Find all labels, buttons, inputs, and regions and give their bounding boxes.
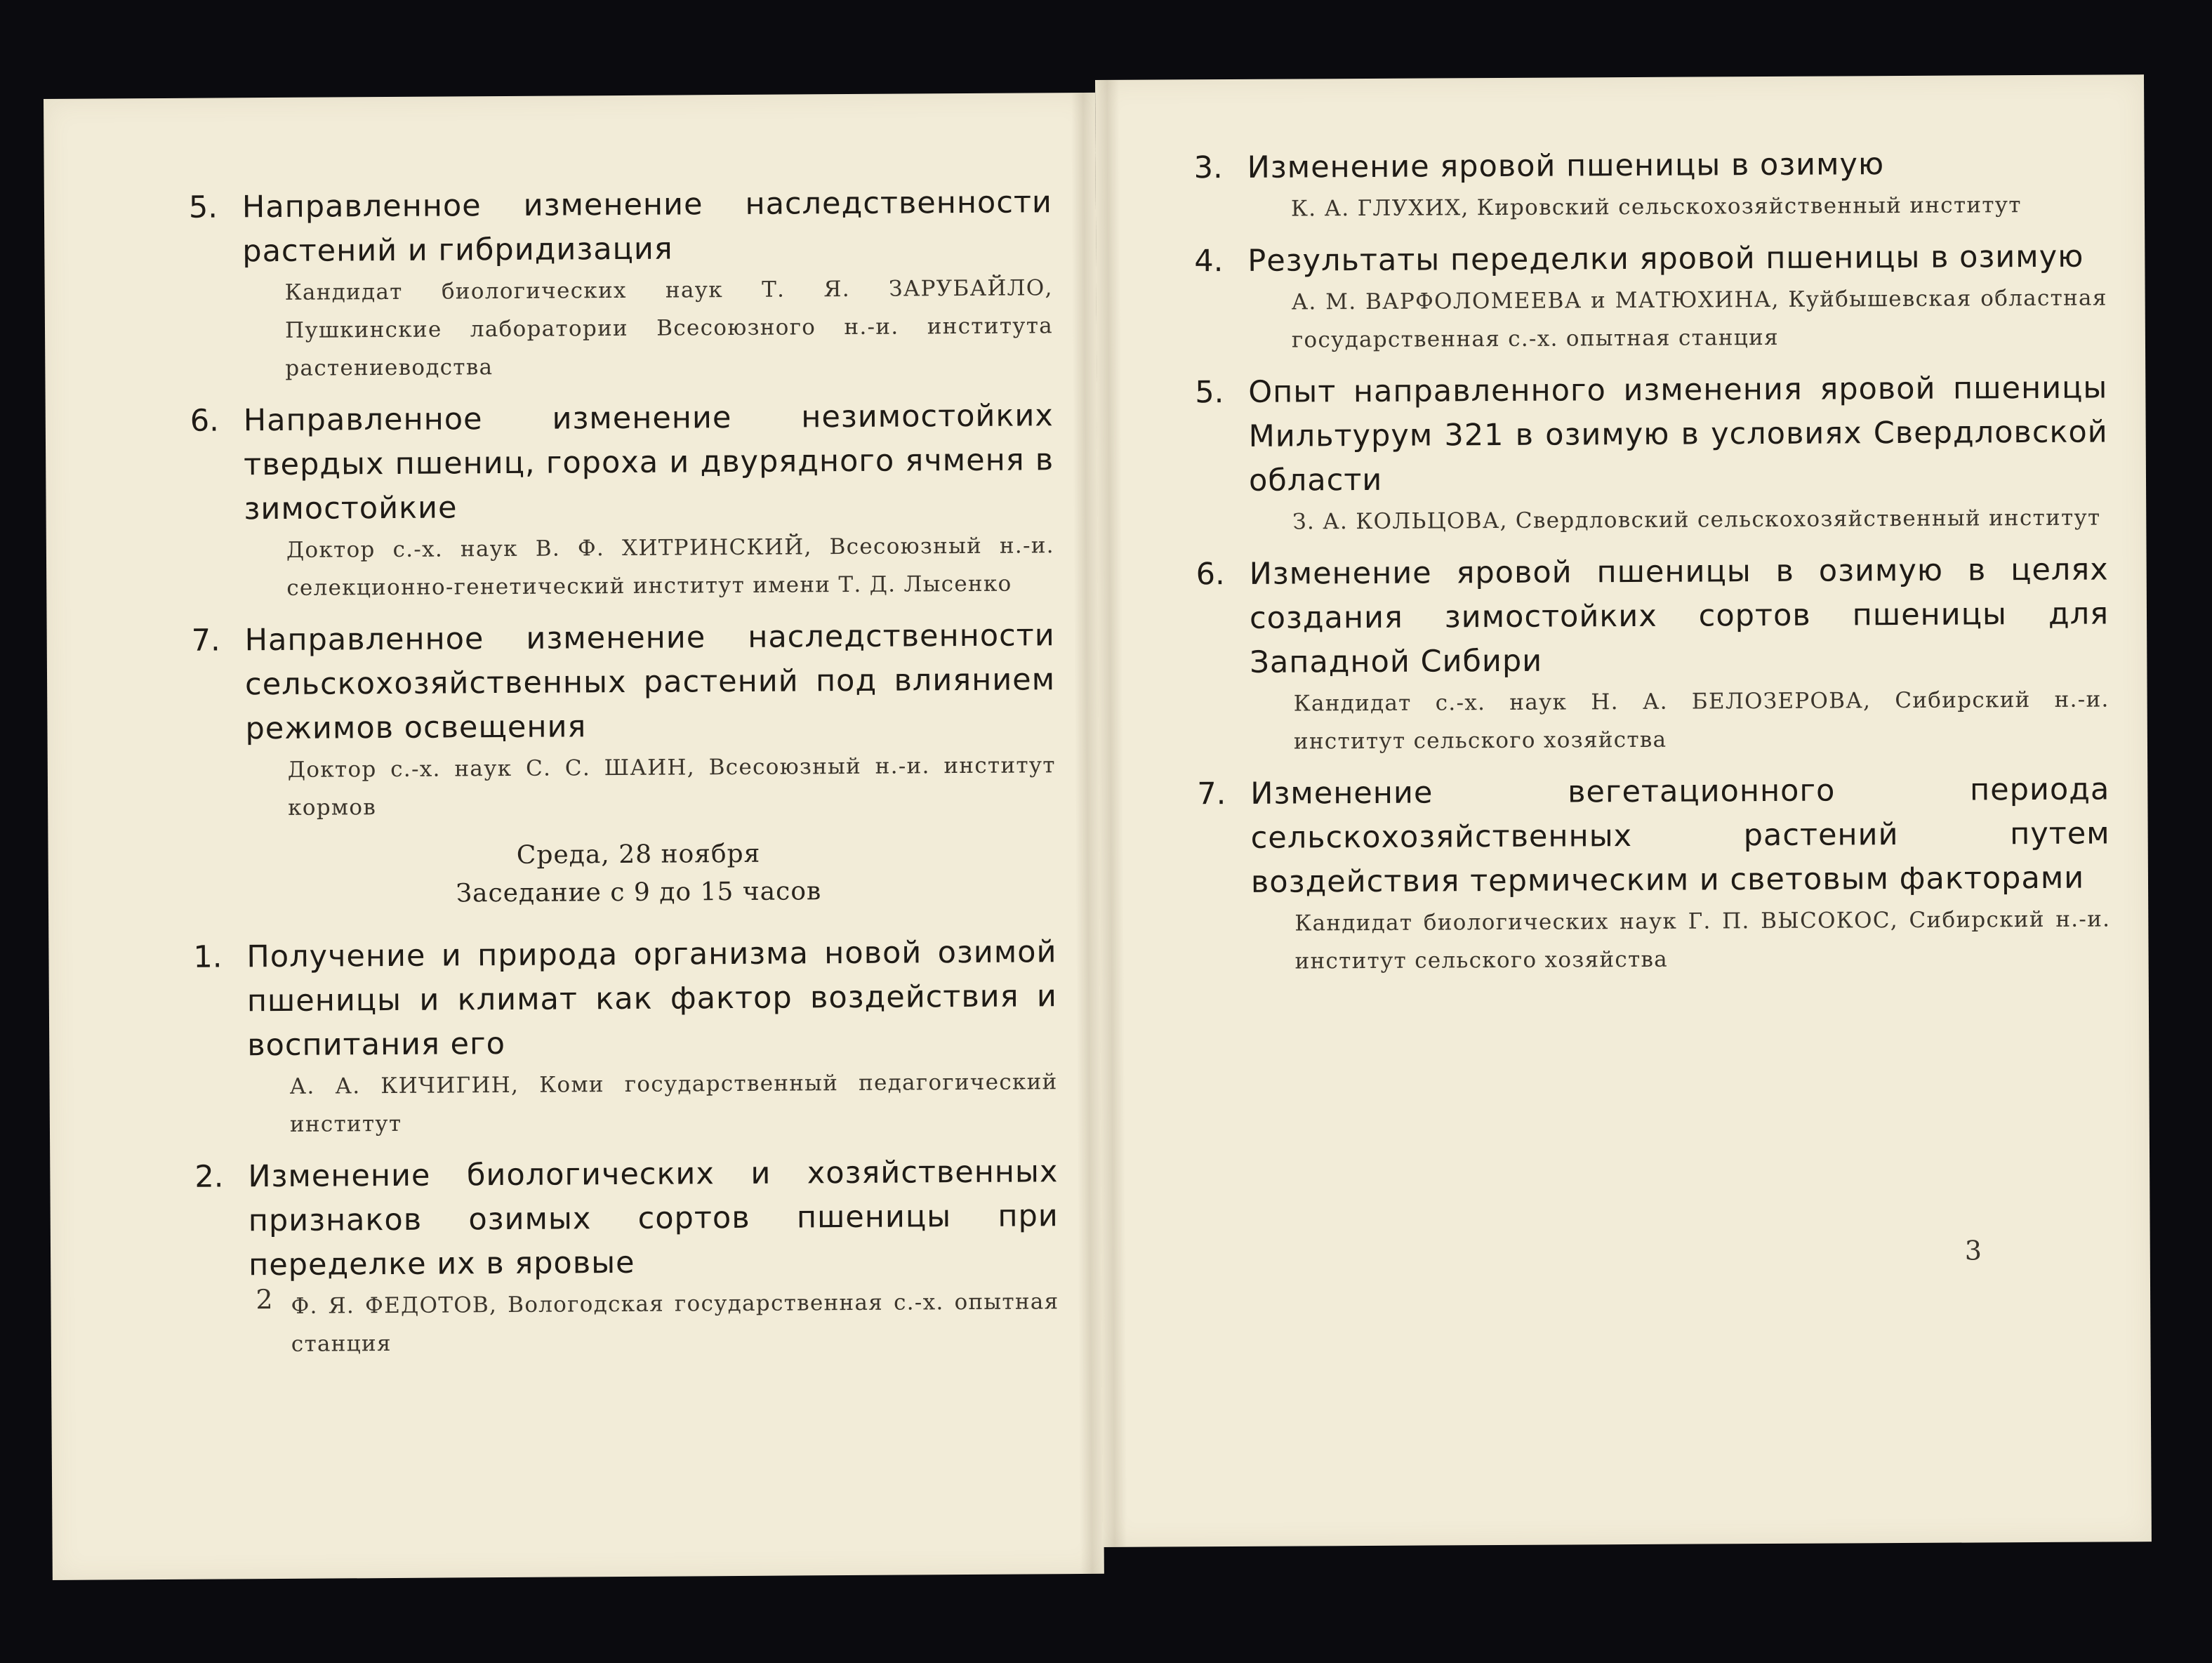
item-number: 3.: [1193, 150, 1223, 186]
item-number: 5.: [1195, 375, 1224, 411]
item-author: А. А. КИЧИГИН, Коми государственный педагогический институт: [289, 1069, 1058, 1137]
item-title: Изменение яровой пшеницы в озимую: [1247, 147, 1885, 185]
item-title: Направленное изменение наследственности растений и гибридизация: [241, 185, 1053, 270]
item-number: 7.: [1197, 776, 1226, 812]
session-date: Среда, 28 ноября: [516, 839, 761, 870]
program-item: [1195, 366, 2108, 541]
item-number: 4.: [1194, 244, 1224, 279]
item-title: Направленное изменение наследственности сельскохозяйственных растений под влиянием режимов освещения: [244, 618, 1056, 747]
program-item: [190, 394, 1055, 608]
item-number: 5.: [188, 190, 218, 225]
item-author: К. А. ГЛУХИХ, Кировский сельскохозяйственный институт: [1290, 192, 2022, 222]
item-number: 6.: [190, 403, 219, 439]
item-number: 2.: [194, 1159, 224, 1195]
page-number: 2: [256, 1284, 273, 1316]
left-page: [44, 93, 1104, 1580]
item-number: 6.: [1196, 557, 1225, 592]
item-author: З. А. КОЛЬЦОВА, Свердловский сельскохозяйственный институт: [1292, 505, 2101, 535]
program-item: [1193, 141, 2107, 228]
session-time: Заседание с 9 до 15 часов: [456, 877, 822, 908]
item-title: Результаты переделки яровой пшеницы в озимую: [1247, 239, 2084, 279]
program-item: [189, 180, 1054, 388]
item-title: Изменение вегетационного периода сельскохозяйственных растений путем воздействия термическим и световым факторами: [1250, 771, 2110, 900]
program-item: [194, 1150, 1059, 1364]
item-number: 1.: [193, 939, 223, 975]
item-title: Получение и природа организма новой озимой пшеницы и климат как фактор воздействия и воспитания его: [246, 934, 1057, 1064]
item-title: Изменение биологических и хозяйственных признаков озимых сортов пшеницы при переделке их в яровые: [248, 1154, 1059, 1283]
item-author: Ф. Я. ФЕДОТОВ, Вологодская государственная с.-х. опытная станция: [291, 1289, 1059, 1357]
item-author: Кандидат биологических наук Г. П. ВЫСОКОС, Сибирский н.-и. институт сельского хозяйства: [1294, 906, 2111, 974]
program-item: [193, 930, 1058, 1144]
item-author: Кандидат биологических наук Т. Я. ЗАРУБАЙЛО, Пушкинские лаборатории Всесоюзного н.-и. института растениеводства: [284, 275, 1054, 381]
item-author: Доктор с.-х. наук В. Ф. ХИТРИНСКИЙ, Всесоюзный н.-и. селекционно-генетический институт имени Т. Д. Лысенко: [286, 533, 1055, 601]
item-title: Опыт направленного изменения яровой пшеницы Мильтурум 321 в озимую в условиях Свердловской области: [1248, 370, 2108, 498]
item-title: Изменение яровой пшеницы в озимую в целях создания зимостойких сортов пшеницы для Западной Сибири: [1249, 552, 2110, 680]
item-author: Кандидат с.-х. наук Н. А. БЕЛОЗЕРОВА, Сибирский н.-и. институт сельского хозяйства: [1293, 687, 2110, 755]
left-page-content: [189, 180, 1059, 1374]
program-item: [1196, 548, 2110, 761]
item-title: Направленное изменение незимостойких твердых пшениц, гороха и двурядного ячменя в зимостойкие: [243, 398, 1054, 527]
program-item: [192, 614, 1057, 828]
program-item: [1194, 234, 2107, 359]
item-author: Доктор с.-х. наук С. С. ШАИН, Всесоюзный н.-и. институт кормов: [287, 753, 1056, 821]
program-item: [1197, 767, 2111, 981]
right-page: [1095, 74, 2152, 1547]
item-author: А. М. ВАРФОЛОМЕЕВА и МАТЮХИНА, Куйбышевская областная государственная с.-х. опытная станция: [1291, 285, 2107, 353]
page-number: 3: [1964, 1235, 1982, 1266]
item-number: 7.: [191, 623, 220, 658]
session-header: [220, 833, 1057, 914]
right-page-content: [1193, 141, 2110, 992]
